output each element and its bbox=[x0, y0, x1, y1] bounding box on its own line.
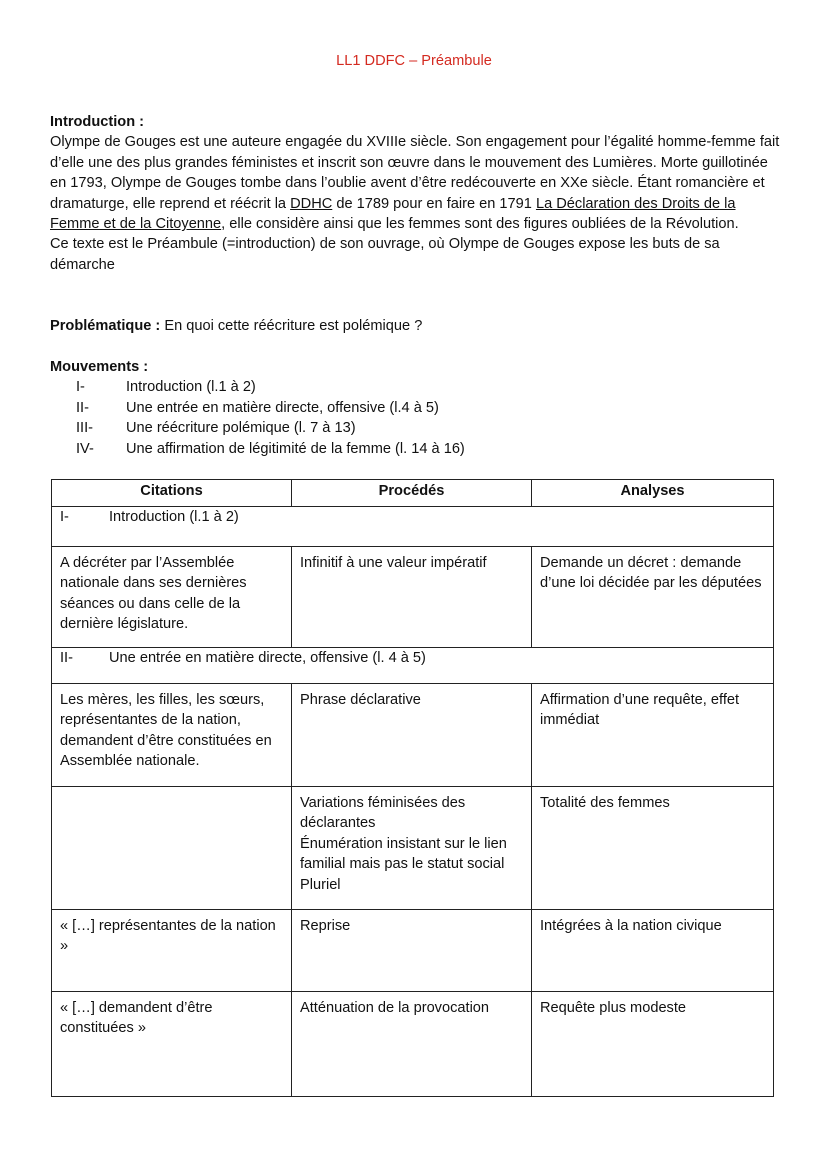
problematique-line bbox=[50, 316, 785, 336]
mouvements-heading: Mouvements : bbox=[50, 359, 149, 375]
analyse-cell: Totalité des femmes bbox=[532, 787, 774, 910]
procede-cell: Reprise bbox=[292, 910, 532, 992]
analyse-cell: Intégrées à la nation civique bbox=[532, 910, 774, 992]
procede-cell: Phrase déclarative bbox=[292, 684, 532, 787]
mouvement-item bbox=[50, 418, 785, 438]
citation-cell: « […] demandent d’être constituées » bbox=[52, 992, 292, 1097]
section-row bbox=[52, 507, 774, 547]
section-label: Une entrée en matière directe, offensive (l. 4 à 5) bbox=[109, 650, 426, 666]
section-row bbox=[52, 648, 774, 684]
document-title: LL1 DDFC – Préambule bbox=[336, 53, 492, 69]
table-row bbox=[52, 787, 774, 910]
section-label: Introduction (l.1 à 2) bbox=[109, 509, 239, 525]
problematique-text: En quoi cette réécriture est polémique ? bbox=[160, 318, 423, 334]
section-number: II- bbox=[60, 650, 73, 666]
table-row bbox=[52, 910, 774, 992]
citation-cell: A décréter par l’Assemblée nationale dans ses dernières séances ou dans celle de la dernière législature. bbox=[52, 547, 292, 648]
analyse-cell: Requête plus modeste bbox=[532, 992, 774, 1097]
introduction-heading: Introduction : bbox=[50, 114, 145, 130]
header-analyses: Analyses bbox=[532, 480, 774, 507]
mouvement-text: Une affirmation de légitimité de la femme (l. 14 à 16) bbox=[126, 440, 465, 457]
header-citations: Citations bbox=[52, 480, 292, 507]
mouvement-item bbox=[50, 377, 785, 397]
intro-text-b: de 1789 pour en faire en 1791 bbox=[332, 195, 536, 212]
mouvement-number: II- bbox=[76, 399, 89, 416]
section-number: I- bbox=[60, 509, 69, 525]
mouvement-number: III- bbox=[76, 420, 94, 437]
section-title bbox=[52, 648, 774, 684]
procede-cell: Atténuation de la provocation bbox=[292, 992, 532, 1097]
mouvements-section bbox=[50, 357, 785, 459]
section-title bbox=[52, 507, 774, 547]
citation-cell bbox=[52, 787, 292, 910]
introduction-section bbox=[50, 112, 785, 275]
table-header-row bbox=[52, 480, 774, 507]
ddfc-title: La Déclaration des Droits de la Femme et de la Citoyenne bbox=[50, 195, 736, 233]
table-row bbox=[52, 992, 774, 1097]
introduction-paragraph-2: Ce texte est le Préambule (=introduction) de son ouvrage, où Olympe de Gouges expose les buts de sa démarche bbox=[50, 236, 720, 273]
problematique-label: Problématique : bbox=[50, 318, 161, 334]
mouvement-text: Une entrée en matière directe, offensive (l.4 à 5) bbox=[126, 399, 439, 416]
mouvement-item bbox=[50, 439, 785, 459]
procede-cell: Variations féminisées des déclarantes Énumération insistant sur le lien familial mais pas le statut social Pluriel bbox=[292, 787, 532, 910]
analyse-cell: Affirmation d’une requête, effet immédiat bbox=[532, 684, 774, 787]
procede-cell: Infinitif à une valeur impératif bbox=[292, 547, 532, 648]
citation-cell: « […] représentantes de la nation » bbox=[52, 910, 292, 992]
table-row bbox=[52, 684, 774, 787]
analysis-table bbox=[51, 479, 774, 1097]
mouvement-text: Introduction (l.1 à 2) bbox=[126, 379, 256, 396]
mouvement-item bbox=[50, 398, 785, 418]
intro-text-c: , elle considère ainsi que les femmes sont des figures oubliées de la Révolution. bbox=[221, 216, 739, 233]
introduction-paragraph-1 bbox=[50, 132, 785, 234]
ddhc-link: DDHC bbox=[290, 195, 333, 212]
mouvement-number: IV- bbox=[76, 440, 94, 457]
citation-cell: Les mères, les filles, les sœurs, représentantes de la nation, demandent d’être constituées en Assemblée nationale. bbox=[52, 684, 292, 787]
intro-text-a: Olympe de Gouges est une auteure engagée du XVIIIe siècle. Son engagement pour l’égalité homme-femme fait d’elle une des plus grandes féministes et inscrit son œuvre dans le mouvement des Lumières. Morte guillotinée en 1793, Olympe de Gouges tombe dans l’oublie avent d’être redécouverte en XXe siècle. Étant romancière et dramaturge, elle reprend et réécrit la bbox=[50, 134, 780, 212]
table-row bbox=[52, 547, 774, 648]
header-procedes: Procédés bbox=[292, 480, 532, 507]
analyse-cell: Demande un décret : demande d’une loi décidée par les députées bbox=[532, 547, 774, 648]
mouvement-number: I- bbox=[76, 379, 85, 396]
mouvement-text: Une réécriture polémique (l. 7 à 13) bbox=[126, 420, 356, 437]
